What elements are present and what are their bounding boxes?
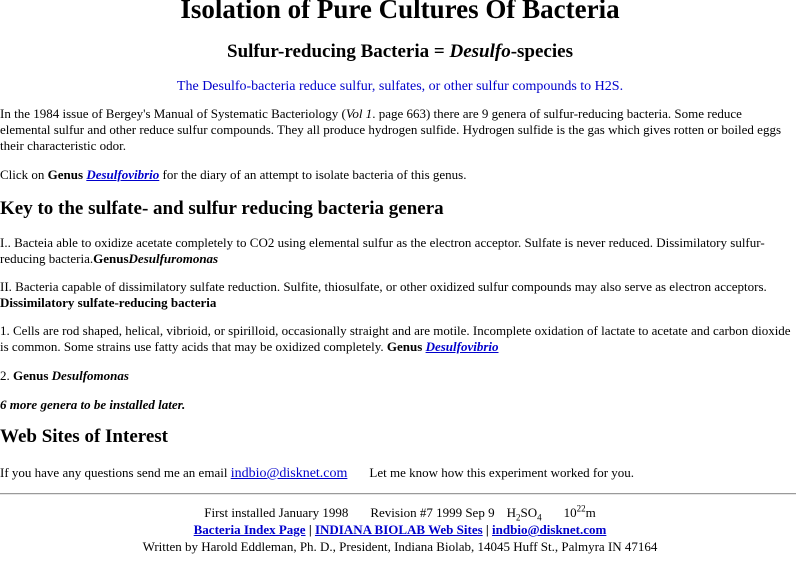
subtitle-suffix: -species	[510, 41, 573, 62]
key-item-3-genus: Genus	[386, 339, 423, 354]
key-item-2-text: II. Bacteria capable of dissimilatory sulfate reduction. Sulfite, thiosulfate, or other oxidized sulfur compounds may also serve as electron acceptors.	[0, 279, 767, 294]
click-genus-word: Genus	[47, 167, 84, 182]
divider	[0, 493, 796, 495]
key-item-1-text: I.. Bacteia able to oxidize acetate completely to CO2 using elemental sulfur as the electron acceptor. Sulfate is never reduced. Dissimilatory sulfur-reducing bacteria.	[0, 235, 765, 266]
footer-separator: |	[305, 522, 315, 537]
key-item-4-name: Desulfomonas	[51, 368, 129, 383]
page-subtitle	[0, 40, 800, 64]
email-link[interactable]: indbio@disknet.com	[230, 466, 348, 481]
footer-separator: |	[482, 522, 493, 537]
indiana-biolab-link[interactable]: INDIANA BIOLAB Web Sites	[314, 522, 483, 537]
tagline: The Desulfo-bacteria reduce sulfur, sulfates, or other sulfur compounds to H2S.	[176, 79, 624, 94]
key-item-1-genus: Genus	[93, 251, 129, 266]
revision: Revision #7 1999 Sep 9	[370, 505, 495, 520]
desulfovibrio-link-2[interactable]: Desulfovibrio	[425, 339, 499, 354]
more-genera-text: 6 more genera to be installed later.	[0, 397, 186, 412]
key-item-4	[0, 368, 792, 384]
subtitle-italic: Desulfo	[449, 41, 511, 62]
footer-email-link[interactable]: indbio@disknet.com	[492, 522, 607, 537]
intro-paragraph	[0, 106, 792, 154]
desulfovibrio-link[interactable]: Desulfovibrio	[86, 167, 160, 182]
subtitle-prefix: Sulfur-reducing Bacteria =	[227, 41, 450, 62]
footer-revision-line	[0, 505, 800, 521]
intro-text-b: . page 663) there are 9 genera of sulfur-reducing bacteria. Some reduce elemental sulfur and other reduce sulfur compounds. They all produce hydrogen sulfide. Hydrogen sulfide is the gas which gives rotten or boiled eggs their characteristic odor.	[0, 106, 782, 153]
websites-heading: Web Sites of Interest	[0, 426, 168, 447]
click-suffix: for the diary of an attempt to isolate bacteria of this genus.	[159, 167, 467, 182]
key-item-3	[0, 323, 792, 355]
key-heading: Key to the sulfate- and sulfur reducing bacteria genera	[0, 198, 444, 219]
key-item-2-bold: Dissimilatory sulfate-reducing bacteria	[0, 295, 217, 310]
bacteria-index-link[interactable]: Bacteria Index Page	[193, 522, 306, 537]
footer-links	[0, 522, 800, 538]
page-title: Isolation of Pure Cultures Of Bacteria	[180, 0, 620, 24]
key-item-3-text: 1. Cells are rod shaped, helical, vibrioid, or spirilloid, occasionally straight and are motile. Incomplete oxidation of lactate to acetate and carbon dioxide is common. Some strains use fatty acids that may be oxidized completely.	[0, 323, 791, 354]
key-item-4-genus: Genus	[13, 368, 49, 383]
footer-author: Written by Harold Eddleman, Ph. D., President, Indiana Biolab, 14045 Huff St., Palmyra IN 47164	[142, 539, 658, 554]
key-item-1-name: Desulfuromonas	[128, 251, 219, 266]
contact-suffix: Let me know how this experiment worked for you.	[369, 465, 635, 480]
key-item-1	[0, 235, 792, 267]
intro-vol: Vol 1	[345, 106, 373, 121]
click-paragraph	[0, 167, 792, 183]
first-installed: First installed January 1998	[204, 505, 349, 520]
h2so4-formula: $H_2SO_4$	[506, 505, 542, 523]
intro-text-a: In the 1984 issue of Bergey's Manual of Systematic Bacteriology (	[0, 106, 346, 121]
click-prefix: Click on	[0, 167, 48, 182]
key-item-2	[0, 279, 792, 311]
key-item-4-num: 2.	[0, 368, 13, 383]
more-genera-note	[0, 397, 792, 413]
contact-prefix: If you have any questions send me an email	[0, 465, 231, 480]
ten-22-meters: $10^{22}m$	[563, 503, 596, 520]
contact-paragraph	[0, 465, 792, 482]
